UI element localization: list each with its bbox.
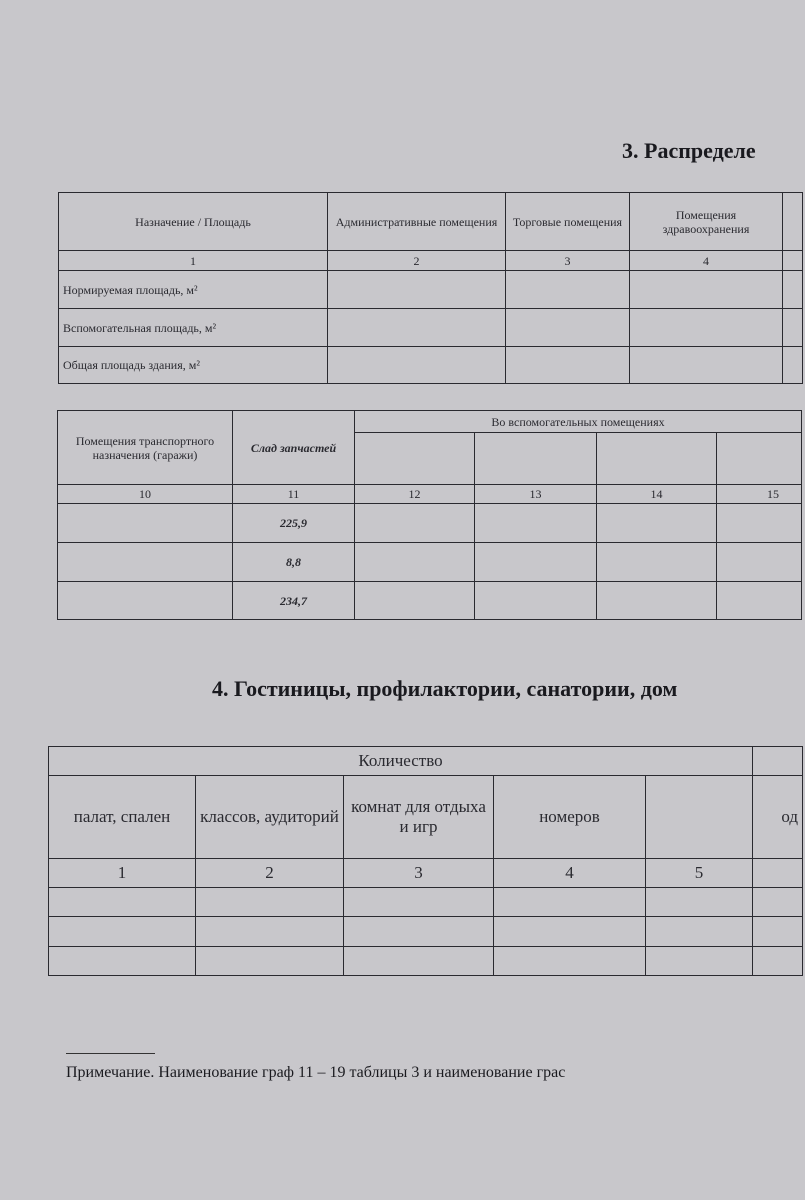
header-cell: палат, спален <box>49 776 196 859</box>
header-garages: Помещения транспортного назначения (гаражи) <box>58 411 233 485</box>
col-number: 1 <box>49 859 196 888</box>
header-health: Помещения здравоохранения <box>630 193 783 251</box>
header-cell: номеров <box>494 776 646 859</box>
col-number: 4 <box>494 859 646 888</box>
header-trade: Торговые помещения <box>506 193 630 251</box>
col-number: 11 <box>233 485 355 504</box>
header-cell: од <box>753 776 803 859</box>
col-number: 10 <box>58 485 233 504</box>
row-label: Вспомогательная площадь, м² <box>59 309 328 347</box>
header-quantity: Количество <box>49 747 753 776</box>
section-3-title: 3. Распределе <box>622 138 756 163</box>
hotels-table <box>48 746 803 976</box>
footnote-divider <box>66 1053 155 1054</box>
row-label: Нормируемая площадь, м² <box>59 271 328 309</box>
section-4-title: 4. Гостиницы, профилактории, санатории, дом <box>212 676 678 701</box>
area-distribution-table-continued <box>57 410 802 620</box>
header-auxiliary: Во вспомогательных помещениях <box>355 411 802 433</box>
value-cell: 225,9 <box>233 504 355 543</box>
header-cell: классов, аудиторий <box>196 776 344 859</box>
header-admin: Административные помещения <box>328 193 506 251</box>
col-number: 5 <box>646 859 753 888</box>
header-parts-store: Слад запчастей <box>233 411 355 485</box>
header-cell <box>646 776 753 859</box>
col-number: 12 <box>355 485 475 504</box>
area-distribution-table <box>58 192 803 384</box>
value-cell: 8,8 <box>233 543 355 582</box>
row-label: Общая площадь здания, м² <box>59 347 328 384</box>
col-number: 3 <box>506 251 630 271</box>
footnote: Примечание. Наименование граф 11 – 19 таблицы 3 и наименование грас <box>66 1064 566 1081</box>
col-number: 13 <box>475 485 597 504</box>
col-number: 14 <box>597 485 717 504</box>
value-cell: 234,7 <box>233 582 355 620</box>
header-purpose: Назначение / Площадь <box>59 193 328 251</box>
col-number: 1 <box>59 251 328 271</box>
header-cell: комнат для отдыха и игр <box>344 776 494 859</box>
col-number: 2 <box>328 251 506 271</box>
col-number: 2 <box>196 859 344 888</box>
col-number: 3 <box>344 859 494 888</box>
col-number: 15 <box>717 485 802 504</box>
col-number: 4 <box>630 251 783 271</box>
